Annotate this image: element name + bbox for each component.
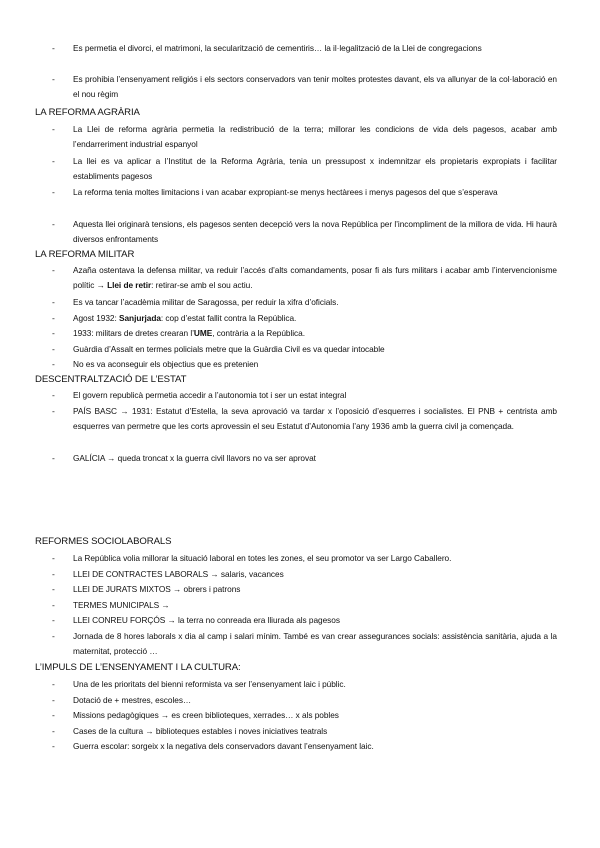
list-item-text: No es va aconseguir els objectius que es pretenien	[73, 359, 259, 369]
list-item	[0, 567, 600, 582]
list-item	[0, 598, 600, 613]
list-item-text: Agost 1932: Sanjurjada: cop d’estat fallit contra la República.	[73, 313, 297, 323]
list-item-text: 1933: militars de dretes crearan l’UME, contrària a la República.	[73, 328, 305, 338]
list-item	[0, 582, 600, 598]
section-heading-ensenyament: L’IMPULS DE L’ENSENYAMENT I LA CULTURA:	[35, 662, 241, 673]
bullet-dash: -	[52, 297, 55, 307]
bullet-dash: -	[52, 569, 55, 579]
list-item-text: La llei es va aplicar a l’Institut de la Reforma Agrària, tenia un pressupost x indemnitzar els propietaris expropiats i facilitar establiments pagesos	[73, 156, 557, 182]
bullet-dash: -	[52, 453, 55, 463]
bullet-dash: -	[52, 187, 55, 197]
list-item	[0, 326, 600, 342]
bullet-dash: -	[52, 313, 55, 323]
list-item	[0, 342, 600, 357]
list-item	[0, 739, 600, 755]
bullet-dash: -	[52, 43, 55, 53]
list-item	[0, 708, 600, 724]
list-item-text: Missions pedagògiques → es creen biblioteques, xerrades… x als pobles	[73, 710, 339, 720]
bullet-dash: -	[52, 74, 55, 84]
list-item	[0, 154, 600, 185]
list-item-text: La República volia millorar la situació laboral en totes les zones, el seu promotor va ser Largo Caballero.	[73, 553, 452, 563]
list-item	[0, 357, 600, 372]
list-item-text: LLEI DE CONTRACTES LABORALS → salaris, vacances	[73, 569, 284, 579]
intro-list	[0, 41, 600, 103]
list-item	[0, 724, 600, 739]
list-item	[0, 311, 600, 326]
list-item-text: Azaña ostentava la defensa militar, va reduir l’accés d’alts comandaments, posar fi als furs militars i acabar amb l’intervencionisme polític → Llei de retir: retirar-se amb el sou actiu.	[73, 265, 557, 291]
list-item-text: GALÍCIA → queda troncat x la guerra civil llavors no va ser aprovat	[73, 453, 316, 463]
bullet-dash: -	[52, 695, 55, 705]
list-item	[0, 185, 600, 217]
bullet-dash: -	[52, 265, 55, 275]
reformes-sociolaborals-list	[0, 551, 600, 660]
list-item	[0, 295, 600, 311]
ensenyament-list	[0, 677, 600, 755]
list-item-text: Una de les prioritats del bienni reformista va ser l’ensenyament laic i públic.	[73, 679, 346, 689]
bullet-dash: -	[52, 406, 55, 416]
bullet-dash: -	[52, 615, 55, 625]
bullet-dash: -	[52, 631, 55, 641]
list-item-text: Es va tancar l’acadèmia militar de Saragossa, per reduir la xifra d’oficials.	[73, 297, 339, 307]
list-item	[0, 613, 600, 629]
list-item-text: Guàrdia d’Assalt en termes policials metre que la Guàrdia Civil es va quedar intocable	[73, 344, 385, 354]
list-item-text: Guerra escolar: sorgeix x la negativa dels conservadors davant l’ensenyament laic.	[73, 741, 374, 751]
list-item	[0, 629, 600, 660]
bold-term: Llei de retir	[107, 280, 152, 291]
list-item-text: El govern republicà permetia accedir a l’autonomia tot i ser un estat integral	[73, 390, 347, 400]
bullet-dash: -	[52, 584, 55, 594]
list-item	[0, 388, 600, 404]
list-item-text: Aquesta llei originarà tensions, els pagesos senten decepció vers la nova República per l’incompliment de la millora de vida. Hi haurà diversos enfrontaments	[73, 219, 557, 245]
list-item-text: Es permetia el divorci, el matrimoni, la secularització de cementiris… la il·legalització de la Llei de congregacions	[73, 43, 482, 53]
list-item	[0, 677, 600, 693]
bullet-dash: -	[52, 741, 55, 751]
bullet-dash: -	[52, 600, 55, 610]
list-item	[0, 217, 600, 248]
list-item-text: TERMES MUNICIPALS →	[73, 600, 170, 610]
section-heading-descentralitzacio: DESCENTRALTZACIÓ DE L’ESTAT	[35, 374, 187, 385]
list-item-text: Es prohibia l’ensenyament religiós i els sectors conservadors van tenir moltes protestes davant, els va allunyar de la col·laboració en el nou règim	[73, 74, 557, 100]
bullet-dash: -	[52, 726, 55, 736]
list-item-text: LLEI DE JURATS MIXTOS → obrers i patrons	[73, 584, 241, 594]
bold-term: Sanjurjada	[119, 313, 161, 323]
list-item	[0, 122, 600, 154]
list-item	[0, 41, 600, 72]
bullet-dash: -	[52, 156, 55, 166]
list-item-text: PAÍS BASC → 1931: Estatut d’Estella, la seva aprovació va tardar x l’oposició d’esquerres i socialistes. El PNB + centrista amb esquerres van permetre que les corts aprovessin el seu Estatut d’Autonomia l’any 1936 amb la guerra civil ja començada.	[73, 406, 557, 432]
bullet-dash: -	[52, 328, 55, 338]
list-item	[0, 693, 600, 708]
bullet-dash: -	[52, 344, 55, 354]
bullet-dash: -	[52, 390, 55, 400]
bullet-dash: -	[52, 710, 55, 720]
reforma-agraria-list	[0, 122, 600, 248]
bullet-dash: -	[52, 679, 55, 689]
list-item-text: La reforma tenia moltes limitacions i van acabar expropiant-se menys hectàrees i menys pagesos del que s’esperava	[73, 187, 498, 197]
section-heading-reforma-militar: LA REFORMA MILITAR	[35, 249, 135, 260]
bold-term: UME	[193, 328, 213, 338]
bullet-dash: -	[52, 359, 55, 369]
list-item	[0, 404, 600, 451]
section-heading-reforma-agraria: LA REFORMA AGRÀRIA	[35, 107, 140, 118]
list-item	[0, 263, 600, 295]
descentralitzacio-list	[0, 388, 600, 467]
section-heading-reformes-sociolaborals: REFORMES SOCIOLABORALS	[35, 536, 172, 547]
list-item-text: La Llei de reforma agrària permetia la redistribució de la terra; millorar les condicions de vida dels pagesos, acabar amb l’endarreriment industrial espanyol	[73, 124, 557, 150]
bullet-dash: -	[52, 553, 55, 563]
bullet-dash: -	[52, 219, 55, 229]
list-item-text: Cases de la cultura → biblioteques estables i noves iniciatives teatrals	[73, 726, 328, 736]
list-item-text: LLEI CONREU FORÇÓS → la terra no conreada era lliurada als pagesos	[73, 615, 340, 625]
list-item	[0, 551, 600, 567]
list-item	[0, 72, 600, 103]
bullet-dash: -	[52, 124, 55, 134]
list-item-text: Dotació de + mestres, escoles…	[73, 695, 192, 705]
list-item	[0, 451, 600, 467]
reforma-militar-list	[0, 263, 600, 372]
list-item-text: Jornada de 8 hores laborals x dia al camp i salari mínim. També es van crear assegurances socials: assistència sanitària, ajuda a la maternitat, protecció …	[73, 631, 557, 657]
